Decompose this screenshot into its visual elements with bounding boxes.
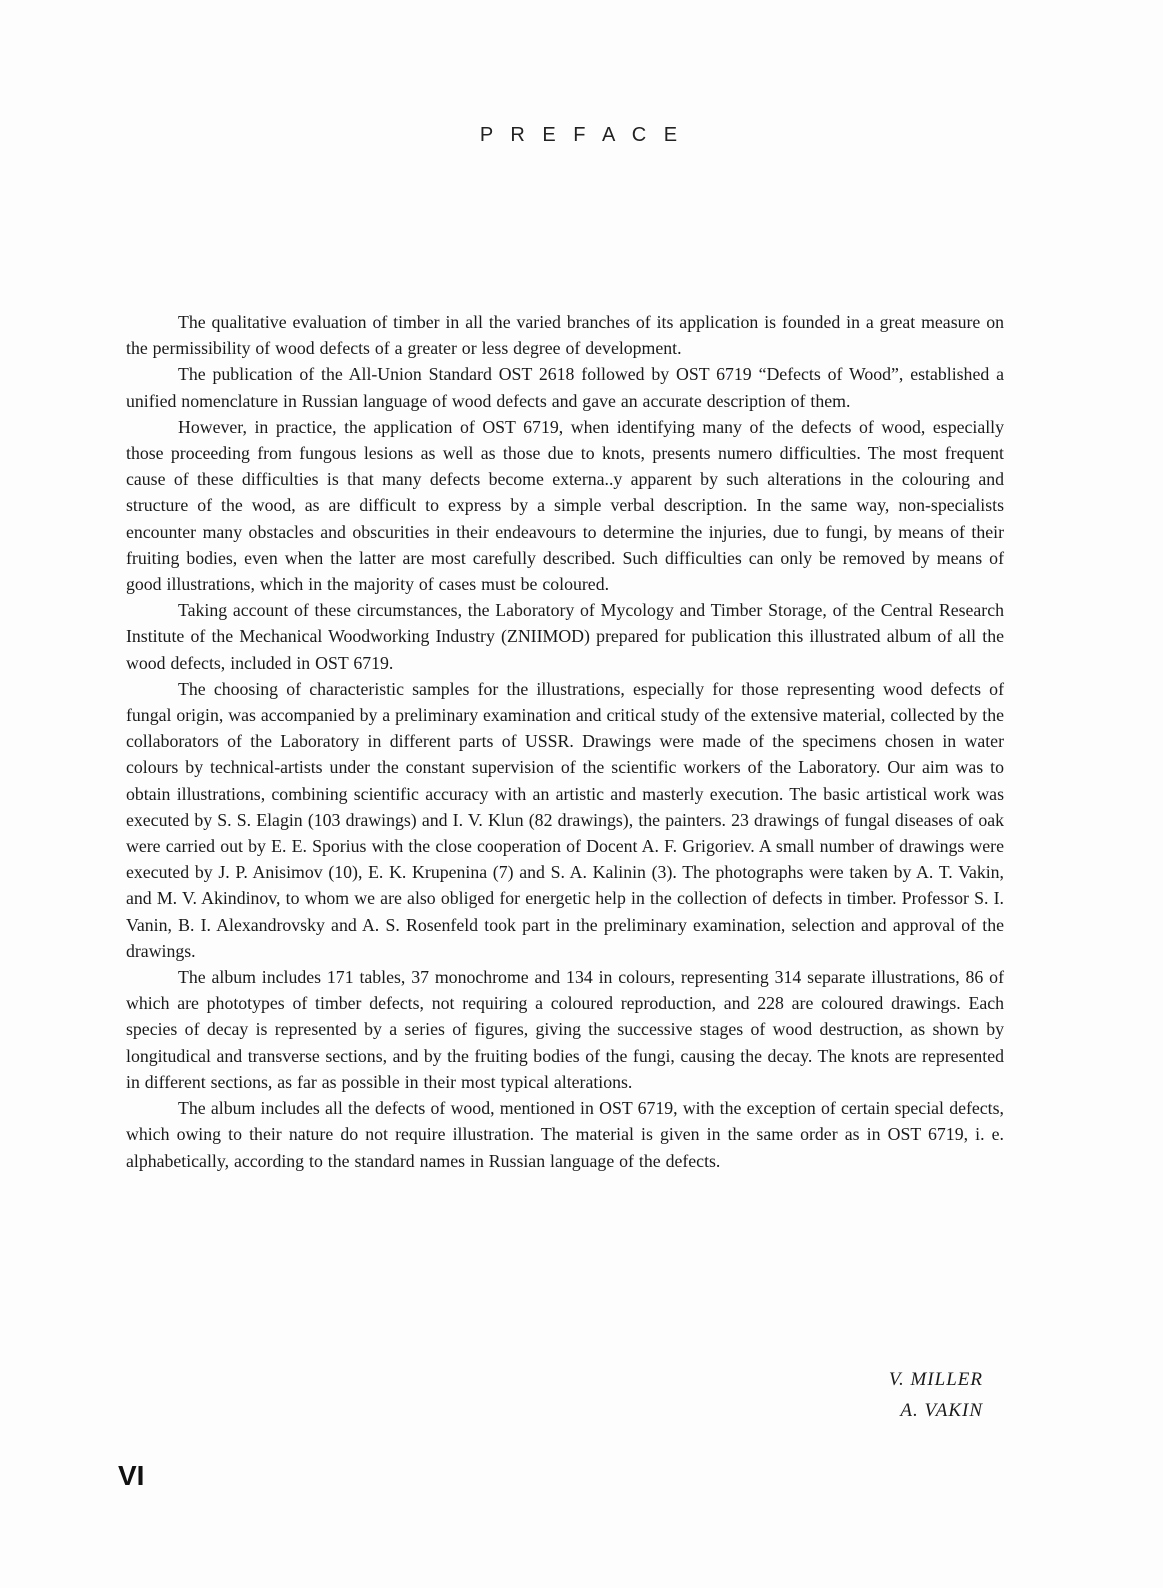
paragraph-6: The album includes 171 tables, 37 monochrome and 134 in colours, representing 314 separate illustrations, 86 of which are phototypes of timber defects, not requiring a coloured reproduction, and 228 are coloured drawings. Each species of decay is represented by a series of figures, giving the successive stages of wood destruction, as shown by longitudical and transverse sections, and by the fruiting bodies of the fungi, causing the decay. The knots are represented in different sections, as far as possible in their most typical alterations. xyxy=(126,967,1004,1092)
signature-vakin: A. VAKIN xyxy=(900,1400,983,1421)
paragraph-1: The qualitative evaluation of timber in all the varied branches of its application is founded in a great measure on the permissibility of wood defects of a greater or less degree of development. xyxy=(126,312,1004,359)
paragraph-7: The album includes all the defects of wood, mentioned in OST 6719, with the exception of certain special defects, which owing to their nature do not require illustration. The material is given in the same order as in OST 6719, i. e. alphabetically, according to the standard names in Russian language of the defects. xyxy=(126,1098,1004,1171)
paragraph-5: The choosing of characteristic samples for the illustrations, especially for those representing wood defects of fungal origin, was accompanied by a preliminary examination and critical study of the extensive material, collected by the collaborators of the Laboratory in different parts of USSR. Drawings were made of the specimens chosen in water colours by technical-artists under the constant supervision of the scientific workers of the Laboratory. Our aim was to obtain illustrations, combining scientific accuracy with an artistic and masterly execution. The basic artistical work was executed by S. S. Elagin (103 drawings) and I. V. Klun (82 drawings), the painters. 23 drawings of fungal diseases of oak were carried out by E. E. Sporius with the close cooperation of Docent A. F. Grigoriev. A small number of drawings were executed by J. P. Anisimov (10), E. K. Krupenina (7) and S. A. Kalinin (3). The photographs were taken by A. T. Vakin, and M. V. Akindinov, to whom we are also obliged for energetic help in the collection of defects in timber. Professor S. I. Vanin, B. I. Alexandrovsky and A. S. Rosenfeld took part in the preliminary examination, selection and approval of the drawings. xyxy=(126,678,1004,961)
paragraph-3: However, in practice, the application of OST 6719, when identifying many of the defects of wood, especially those proceeding from fungous lesions as well as those due to knots, presents numero difficulties. The most frequent cause of these difficulties is that many defects become externa..y apparent by such alterations in the colouring and structure of the wood, as are difficult to express by a simple verbal description. In the same way, non-specialists encounter many obstacles and obscurities in their endeavours to determine the injuries, due to fungi, by means of their fruiting bodies, even when the latter are most carefully described. Such difficulties can only be removed by means of good illustrations, which in the majority of cases must be coloured. xyxy=(126,416,1004,595)
page-title: P R E F A C E xyxy=(479,124,684,146)
page-number: VI xyxy=(118,1460,145,1491)
paragraph-4: Taking account of these circumstances, the Laboratory of Mycology and Timber Storage, of the Central Research Institute of the Mechanical Woodworking Industry (ZNIIMOD) prepared for publication this illustrated album of all the wood defects, included in OST 6719. xyxy=(126,600,1004,673)
preface-body xyxy=(126,309,1004,1174)
signature-miller: V. MILLER xyxy=(888,1369,983,1390)
signature-block xyxy=(889,1364,983,1426)
paragraph-2: The publication of the All-Union Standard OST 2618 followed by OST 6719 “Defects of Wood”, established a unified nomenclature in Russian language of wood defects and gave an accurate description of them. xyxy=(126,364,1004,411)
